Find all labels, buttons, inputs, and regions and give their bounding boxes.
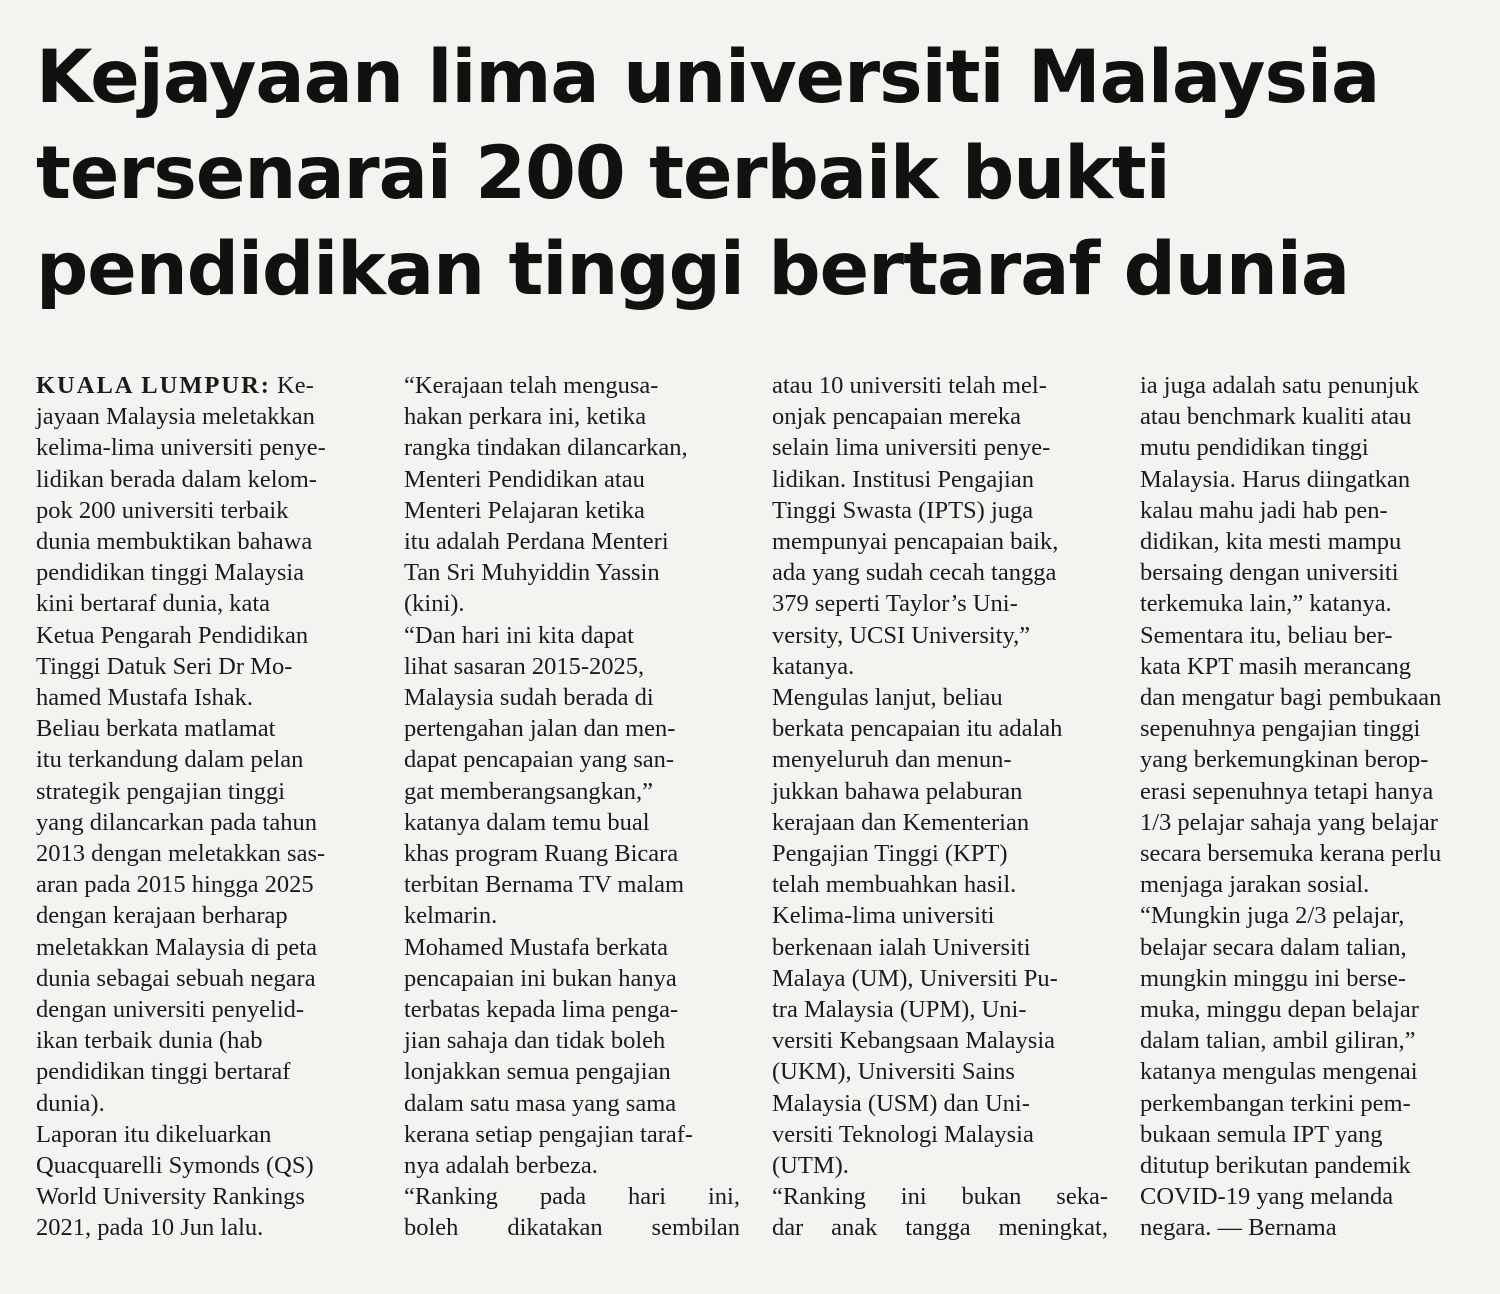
article-paragraph: “Ranking ini bukan seka- dar anak tangga meningkat, [772,1183,1108,1242]
article-paragraph: Mohamed Mustafa berkata pencapaian ini bukan hanya terbatas kepada lima penga- jian sahaja dan tidak boleh lonjakkan semua pengajian dalam satu masa yang sama kerana setiap pengajian taraf- nya adalah berbeza. [404,933,694,1180]
article-paragraph: Laporan itu dikeluarkan Quacquarelli Symonds (QS) World University Rankings 2021, pada 10 Jun lalu. [36,1120,314,1242]
article-paragraph [36,370,372,713]
article-column-4 [1140,370,1476,1244]
article-paragraph: atau 10 universiti telah mel- onjak pencapaian mereka selain lima universiti penye- lidikan. Institusi Pengajian Tinggi Swasta (IPTS) juga mempunyai pencapaian baik, ada yang sudah cecah tangga 379 seperti Taylor’s Uni- versity, UCSI University,” katanya. [772,372,1059,680]
article-paragraph: Beliau berkata matlamat itu terkandung dalam pelan strategik pengajian tinggi yang dilancarkan pada tahun 2013 dengan meletakkan sas- aran pada 2015 hingga 2025 dengan kerajaan berharap meletakkan Malaysia di peta dunia sebagai sebuah negara dengan universiti penyelid- ikan terbaik dunia (hab pendidikan tinggi bertaraf dunia). [36,715,326,1117]
article-paragraph: Mengulas lanjut, beliau berkata pencapaian itu adalah menyeluruh dan menun- jukkan bahawa pelaburan kerajaan dan Kementerian Pengajian Tinggi (KPT) telah membuahkan hasil. [772,684,1063,899]
article-column-2 [404,370,740,1244]
headline-line-3: pendidikan tinggi bertaraf dunia [36,227,1350,312]
headline [36,30,1476,318]
paragraph-text: Ke- jayaan Malaysia meletakkan kelima-lima universiti penye- lidikan berada dalam kelom- pok 200 universiti terbaik dunia membuktikan bahawa pendidikan tinggi Malaysia kini bertaraf dunia, kata Ketua Pengarah Pendidikan Tinggi Datuk Seri Dr Mo- hamed Mustafa Ishak. [36,372,326,712]
dateline: KUALA LUMPUR: [36,372,271,399]
article-paragraph: ia juga adalah satu penunjuk atau benchmark kualiti atau mutu pendidikan tinggi Malaysia. Harus diingatkan kalau mahu jadi hab pen- didikan, kita mesti mampu bersaing dengan universiti terkemuka lain,” katanya. [1140,372,1419,618]
article-paragraph: “Ranking pada hari ini, boleh dikatakan sembilan [404,1183,740,1242]
headline-line-1: Kejayaan lima universiti Malaysia [36,35,1380,120]
article-paragraph: “Mungkin juga 2/3 pelajar, belajar secara dalam talian, mungkin minggu ini berse- muka, minggu depan belajar dalam talian, ambil giliran,” katanya mengulas mengenai perkembangan terkini pem- bukaan semula IPT yang ditutup berikutan pandemik COVID-19 yang melanda negara. — Bernama [1140,902,1419,1242]
article-paragraph: Kelima-lima universiti berkenaan ialah Universiti Malaya (UM), Universiti Pu- tra Malaysia (UPM), Uni- versiti Kebangsaan Malaysia (UKM), Universiti Sains Malaysia (USM) dan Uni- versiti Teknologi Malaysia (UTM). [772,902,1058,1180]
article-column-1 [36,370,372,1244]
article-paragraph: Sementara itu, beliau ber- kata KPT masih merancang dan mengatur bagi pembukaan sepenuhnya pengajian tinggi yang berkemungkinan berop- erasi sepenuhnya tetapi hanya 1/3 pelajar sahaja yang belajar secara bersemuka kerana perlu menjaga jarakan sosial. [1140,621,1442,899]
article-paragraph: “Dan hari ini kita dapat lihat sasaran 2015-2025, Malaysia sudah berada di pertengahan jalan dan men- dapat pencapaian yang san- gat memberangsangkan,” katanya dalam temu bual khas program Ruang Bicara terbitan Bernama TV malam kelmarin. [404,621,685,930]
article-column-3 [772,370,1108,1244]
article-paragraph: “Kerajaan telah mengusa- hakan perkara ini, ketika rangka tindakan dilancarkan, Menteri Pendidikan atau Menteri Pelajaran ketika itu adalah Perdana Menteri Tan Sri Muhyiddin Yassin (kini). [404,372,688,618]
headline-line-2: tersenarai 200 terbaik bukti [36,131,1170,216]
